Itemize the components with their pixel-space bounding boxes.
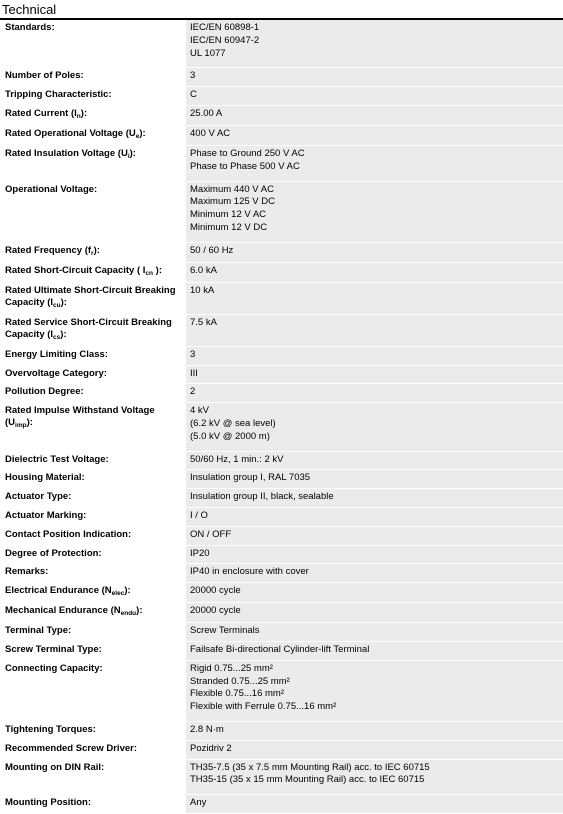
spec-value-line: Flexible with Ferrule 0.75...16 mm² — [190, 701, 337, 713]
spec-label-subscript: cs — [53, 333, 61, 341]
spec-value-line: Phase to Ground 250 V AC — [190, 147, 305, 159]
spec-label-end: ): — [153, 264, 162, 276]
spec-label-text: Rated Ultimate Short-Circuit Breaking Capacity (I — [5, 284, 176, 308]
spec-label — [0, 146, 186, 181]
spec-value-line: Failsafe Bi-directional Cylinder-lift Terminal — [190, 643, 370, 655]
spec-value — [186, 470, 563, 488]
spec-value — [186, 347, 563, 365]
spec-label-text: Remarks: — [5, 566, 49, 578]
spec-label — [0, 760, 186, 795]
spec-table — [0, 20, 563, 814]
spec-value-line: IEC/EN 60947-2 — [190, 34, 260, 46]
spec-value — [186, 146, 563, 181]
spec-label-text: Rated Frequency (f — [5, 244, 92, 256]
spec-value-line: Phase to Phase 500 V AC — [190, 160, 300, 172]
spec-row — [0, 403, 563, 451]
spec-value — [186, 489, 563, 507]
spec-label — [0, 642, 186, 660]
spec-value-line: Stranded 0.75...25 mm² — [190, 675, 290, 687]
spec-value-line: 2.8 N·m — [190, 723, 224, 735]
spec-label — [0, 470, 186, 488]
spec-label-end: ): — [139, 127, 146, 139]
spec-value-line: (6.2 kV @ sea level) — [190, 417, 276, 429]
spec-row — [0, 795, 563, 814]
spec-value-line: 10 kA — [190, 284, 215, 296]
spec-row — [0, 366, 563, 385]
spec-label — [0, 603, 186, 622]
spec-value-line: 25.00 A — [190, 107, 223, 119]
spec-value — [186, 68, 563, 86]
spec-value-line: IEC/EN 60898-1 — [190, 22, 260, 33]
spec-label-text: Mounting Position: — [5, 797, 92, 809]
spec-value-line: Rigid 0.75...25 mm² — [190, 662, 273, 674]
spec-row — [0, 182, 563, 243]
spec-value — [186, 20, 563, 67]
spec-label — [0, 68, 186, 86]
spec-row — [0, 642, 563, 661]
spec-label — [0, 315, 186, 346]
spec-value — [186, 452, 563, 470]
spec-value — [186, 106, 563, 125]
spec-value-line: IP40 in enclosure with cover — [190, 566, 309, 578]
spec-label-text: Actuator Type: — [5, 491, 72, 503]
spec-label-text: Tripping Characteristic: — [5, 89, 112, 101]
spec-value — [186, 243, 563, 262]
spec-value-line: Maximum 440 V AC — [190, 183, 274, 195]
spec-label — [0, 452, 186, 470]
spec-value-line: Flexible 0.75...16 mm² — [190, 688, 284, 700]
spec-label-text: Mounting on DIN Rail: — [5, 761, 105, 773]
spec-row — [0, 760, 563, 796]
spec-label-text: Number of Poles: — [5, 70, 84, 82]
spec-label — [0, 795, 186, 813]
spec-row — [0, 546, 563, 565]
spec-value-line: III — [190, 367, 198, 379]
spec-label-text: Recommended Screw Driver: — [5, 742, 137, 754]
spec-label — [0, 546, 186, 564]
spec-label-text: Rated Service Short-Circuit Breaking Capacity (I — [5, 316, 172, 340]
spec-row — [0, 583, 563, 603]
spec-value-line: Minimum 12 V DC — [190, 221, 268, 233]
spec-label-subscript: e — [135, 132, 140, 140]
spec-label — [0, 263, 186, 282]
spec-label — [0, 283, 186, 314]
spec-value — [186, 366, 563, 384]
spec-label-subscript: r — [91, 249, 94, 257]
spec-value-line: C — [190, 89, 197, 101]
spec-value — [186, 283, 563, 314]
spec-row — [0, 489, 563, 508]
spec-label — [0, 623, 186, 641]
spec-value-line: 3 — [190, 348, 196, 360]
section-title: Technical — [0, 0, 563, 20]
spec-label — [0, 126, 186, 145]
spec-value-line: TH35-15 (35 x 15 mm Mounting Rail) acc. to IEC 60715 — [190, 774, 425, 786]
spec-row — [0, 68, 563, 87]
spec-label — [0, 384, 186, 402]
spec-value — [186, 546, 563, 564]
spec-value — [186, 760, 563, 795]
spec-value-line: Insulation group I, RAL 7035 — [190, 472, 311, 484]
spec-label — [0, 182, 186, 242]
spec-value — [186, 603, 563, 622]
spec-row — [0, 722, 563, 741]
spec-label — [0, 347, 186, 365]
spec-value-line: Minimum 12 V AC — [190, 209, 267, 221]
spec-value-line: Insulation group II, black, sealable — [190, 491, 334, 503]
spec-label-text: Actuator Marking: — [5, 509, 87, 521]
spec-label — [0, 366, 186, 384]
spec-label-text: Screw Terminal Type: — [5, 643, 102, 655]
spec-label-text: Connecting Capacity: — [5, 662, 103, 674]
spec-value — [186, 182, 563, 242]
spec-value — [186, 315, 563, 346]
spec-label — [0, 741, 186, 759]
spec-row — [0, 263, 563, 283]
spec-value — [186, 795, 563, 813]
spec-value-line: I / O — [190, 509, 208, 521]
spec-label — [0, 583, 186, 602]
spec-label-text: Rated Operational Voltage (U — [5, 127, 136, 139]
spec-row — [0, 452, 563, 471]
spec-label — [0, 20, 186, 67]
spec-value-line: 20000 cycle — [190, 585, 241, 597]
spec-row — [0, 146, 563, 182]
spec-row — [0, 315, 563, 347]
spec-label-text: Dielectric Test Voltage: — [5, 453, 109, 465]
spec-label-text: Rated Current (I — [5, 107, 77, 119]
spec-row — [0, 564, 563, 583]
spec-row — [0, 527, 563, 546]
spec-label-text: Rated Short-Circuit Capacity ( I — [5, 264, 146, 276]
spec-value — [186, 508, 563, 526]
spec-value-line: 50/60 Hz, 1 min.: 2 kV — [190, 453, 284, 465]
spec-label — [0, 87, 186, 105]
spec-value-line: 2 — [190, 386, 196, 398]
spec-label-text: Overvoltage Category: — [5, 367, 107, 379]
spec-row — [0, 87, 563, 106]
spec-value-line: Pozidriv 2 — [190, 742, 232, 754]
spec-value-line: IP20 — [190, 547, 210, 559]
spec-label-text: Mechanical Endurance (N — [5, 605, 121, 617]
spec-label-subscript: endu — [120, 610, 137, 618]
spec-label-text: Housing Material: — [5, 472, 85, 484]
spec-label-text: Operational Voltage: — [5, 183, 98, 195]
spec-row — [0, 126, 563, 146]
spec-label-text: Energy Limiting Class: — [5, 348, 108, 360]
spec-value — [186, 661, 563, 721]
spec-row — [0, 661, 563, 722]
spec-label-text: Standards: — [5, 22, 55, 33]
spec-value — [186, 642, 563, 660]
spec-label-text: Rated Insulation Voltage (U — [5, 147, 128, 159]
spec-label-subscript: i — [127, 152, 130, 160]
spec-label-text: Electrical Endurance (N — [5, 585, 112, 597]
spec-value — [186, 722, 563, 740]
spec-label — [0, 722, 186, 740]
spec-row — [0, 623, 563, 642]
spec-row — [0, 106, 563, 126]
spec-label-end: ): — [136, 605, 143, 617]
spec-value — [186, 527, 563, 545]
spec-value — [186, 564, 563, 582]
spec-label-subscript: imp — [15, 422, 27, 430]
spec-row — [0, 384, 563, 403]
spec-label-end: ): — [124, 585, 131, 597]
spec-value-line: Screw Terminals — [190, 625, 260, 637]
spec-label-text: Degree of Protection: — [5, 547, 102, 559]
spec-label — [0, 489, 186, 507]
spec-label — [0, 564, 186, 582]
spec-value — [186, 741, 563, 759]
spec-label — [0, 661, 186, 721]
spec-row — [0, 508, 563, 527]
spec-label — [0, 106, 186, 125]
spec-row — [0, 347, 563, 366]
spec-label — [0, 527, 186, 545]
spec-row — [0, 20, 563, 68]
spec-value-line: 20000 cycle — [190, 605, 241, 617]
spec-value — [186, 126, 563, 145]
spec-label-text: Tightening Torques: — [5, 723, 96, 735]
spec-value-line: UL 1077 — [190, 47, 226, 59]
spec-row — [0, 470, 563, 489]
spec-label-text: Rated Impulse Withstand Voltage (U — [5, 405, 155, 429]
spec-label-text: Contact Position Indication: — [5, 528, 132, 540]
spec-label-end: ): — [80, 107, 88, 119]
spec-label-text: Terminal Type: — [5, 625, 72, 637]
spec-label-subscript: cn — [145, 269, 154, 277]
spec-value-line: 7.5 kA — [190, 316, 217, 328]
spec-value — [186, 384, 563, 402]
spec-label-subscript: cu — [53, 301, 61, 309]
spec-label-end: ): — [129, 147, 136, 159]
spec-value — [186, 623, 563, 641]
spec-value — [186, 87, 563, 105]
spec-value — [186, 263, 563, 282]
spec-value-line: 3 — [190, 70, 196, 82]
spec-label-text: Pollution Degree: — [5, 386, 84, 398]
spec-label — [0, 243, 186, 262]
spec-value-line: ON / OFF — [190, 528, 232, 540]
spec-label-subscript: n — [76, 112, 81, 120]
spec-label — [0, 403, 186, 450]
spec-label-end: ): — [93, 244, 100, 256]
spec-row — [0, 603, 563, 623]
spec-value-line: Maximum 125 V DC — [190, 196, 275, 208]
spec-row — [0, 741, 563, 760]
spec-row — [0, 283, 563, 315]
spec-value-line: 6.0 kA — [190, 264, 217, 276]
spec-value-line: 4 kV — [190, 405, 210, 417]
spec-value-line: 400 V AC — [190, 127, 231, 139]
spec-value-line: 50 / 60 Hz — [190, 244, 234, 256]
spec-label — [0, 508, 186, 526]
spec-value-line: (5.0 kV @ 2000 m) — [190, 430, 270, 442]
spec-value-line: TH35-7.5 (35 x 7.5 mm Mounting Rail) acc. to IEC 60715 — [190, 761, 430, 773]
spec-label-end: ): — [60, 296, 67, 308]
spec-label-end: ): — [26, 417, 33, 429]
spec-value-line: Any — [190, 797, 207, 809]
spec-value — [186, 583, 563, 602]
spec-value — [186, 403, 563, 450]
spec-label-end: ): — [60, 328, 67, 340]
spec-row — [0, 243, 563, 263]
spec-label-subscript: elec — [111, 590, 125, 598]
